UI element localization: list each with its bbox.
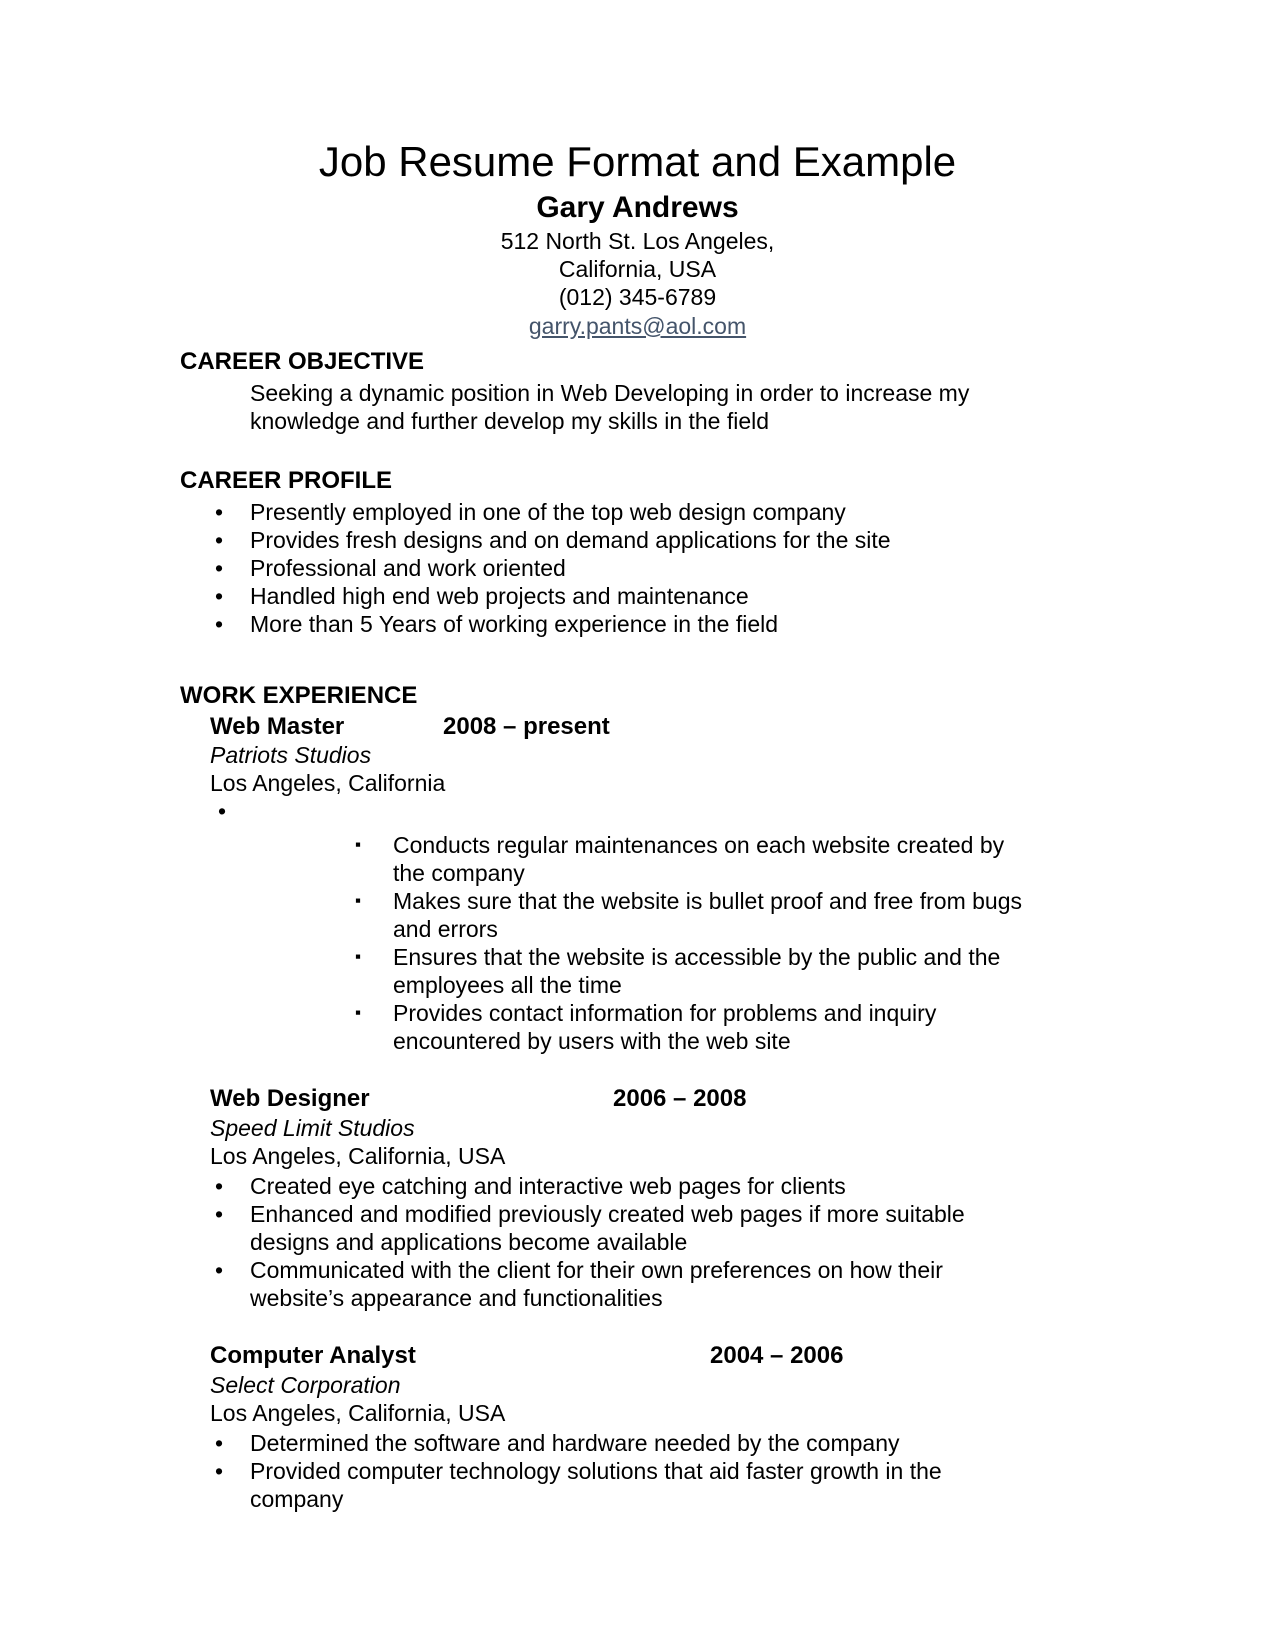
career-profile-heading: CAREER PROFILE [180,466,393,494]
email-line [180,312,1095,340]
job-location: Los Angeles, California, USA [210,1142,506,1169]
job-dates: 2006 – 2008 [613,1085,747,1113]
job-title: Web Designer [210,1085,370,1113]
list-item [180,831,1095,887]
list-item [180,1256,1095,1312]
job-entry-web-designer [180,1085,1095,1312]
list-item [180,999,1095,1055]
bullet-icon: • [215,554,224,581]
bullet-icon: • [215,526,224,553]
list-item [180,1172,1095,1200]
document-header [180,138,1095,340]
square-bullet-icon: ▪ [355,890,362,910]
bullet-icon: • [218,798,227,825]
list-item-text: Professional and work oriented [250,554,566,581]
list-item-text: Communicated with the client for their own preferences on how their website’s appearance and functionalities [250,1257,943,1312]
list-item [180,582,1095,610]
list-item-text: Handled high end web projects and maintenance [250,582,749,609]
bullet-icon: • [215,1458,224,1485]
list-item [180,526,1095,554]
work-experience-section [180,682,1095,1514]
list-item-text: Ensures that the website is accessible by the public and the employees all the time [393,943,1001,998]
career-objective-section [180,348,1095,435]
list-item [180,610,1095,638]
empty-bullet-row [180,799,1095,824]
phone-number: (012) 345-6789 [558,283,717,310]
job-bullet-list [180,831,1095,1055]
work-experience-heading: WORK EXPERIENCE [180,681,418,709]
list-item [180,1429,1095,1457]
address-line-2: California, USA [558,255,717,282]
list-item-text: Provided computer technology solutions that aid faster growth in the company [250,1458,942,1513]
job-location: Los Angeles, California, USA [210,1400,506,1427]
list-item [180,1200,1095,1256]
job-bullet-list [180,1172,1095,1312]
address-line-1: 512 North St. Los Angeles, [500,227,775,254]
list-item-text: Created eye catching and interactive web pages for clients [250,1172,846,1199]
document-title: Job Resume Format and Example [318,138,957,185]
list-item [180,1457,1095,1513]
career-objective-body: Seeking a dynamic position in Web Developing in order to increase my knowledge and further develop my skills in the field [250,379,970,434]
square-bullet-icon: ▪ [355,834,362,854]
bullet-icon: • [215,582,224,609]
career-objective-heading: CAREER OBJECTIVE [180,347,425,375]
list-item [180,498,1095,526]
square-bullet-icon: ▪ [355,1003,362,1022]
list-item-text: Provides fresh designs and on demand applications for the site [250,526,891,553]
job-company: Select Corporation [210,1372,401,1399]
job-entry-computer-analyst [180,1342,1095,1513]
job-title: Web Master [210,712,345,740]
job-company: Patriots Studios [210,742,372,769]
bullet-icon: • [215,1201,224,1228]
bullet-icon: • [215,1172,224,1199]
list-item-text: More than 5 Years of working experience in the field [250,610,779,637]
bullet-icon: • [215,1430,224,1457]
job-header [180,1342,1095,1371]
job-company: Speed Limit Studios [210,1114,415,1141]
email-link[interactable]: garry.pants@aol.com [528,312,747,339]
square-bullet-icon: ▪ [355,946,362,966]
person-name: Gary Andrews [536,191,739,225]
bullet-icon: • [215,610,224,637]
job-location: Los Angeles, California [210,770,446,797]
list-item-text: Enhanced and modified previously created web pages if more suitable designs and applications become available [250,1201,965,1256]
list-item-text: Determined the software and hardware needed by the company [250,1430,900,1457]
bullet-icon: • [215,1257,224,1284]
list-item-text: Provides contact information for problems and inquiry encountered by users with the web site [393,1000,937,1055]
job-header [180,713,1095,742]
job-dates: 2004 – 2006 [710,1342,844,1370]
list-item-text: Makes sure that the website is bullet proof and free from bugs and errors [393,887,1022,942]
job-entry-web-master [180,713,1095,1056]
bullet-icon: • [215,498,224,525]
job-header [180,1085,1095,1114]
career-profile-list [180,498,1095,638]
job-bullet-list [180,1429,1095,1513]
career-profile-section [180,467,1095,638]
job-dates: 2008 – present [443,712,610,740]
list-item [180,887,1095,943]
job-title: Computer Analyst [210,1342,416,1370]
list-item [180,554,1095,582]
list-item-text: Presently employed in one of the top web design company [250,498,846,525]
list-item [180,943,1095,999]
list-item-text: Conducts regular maintenances on each website created by the company [393,831,1005,886]
